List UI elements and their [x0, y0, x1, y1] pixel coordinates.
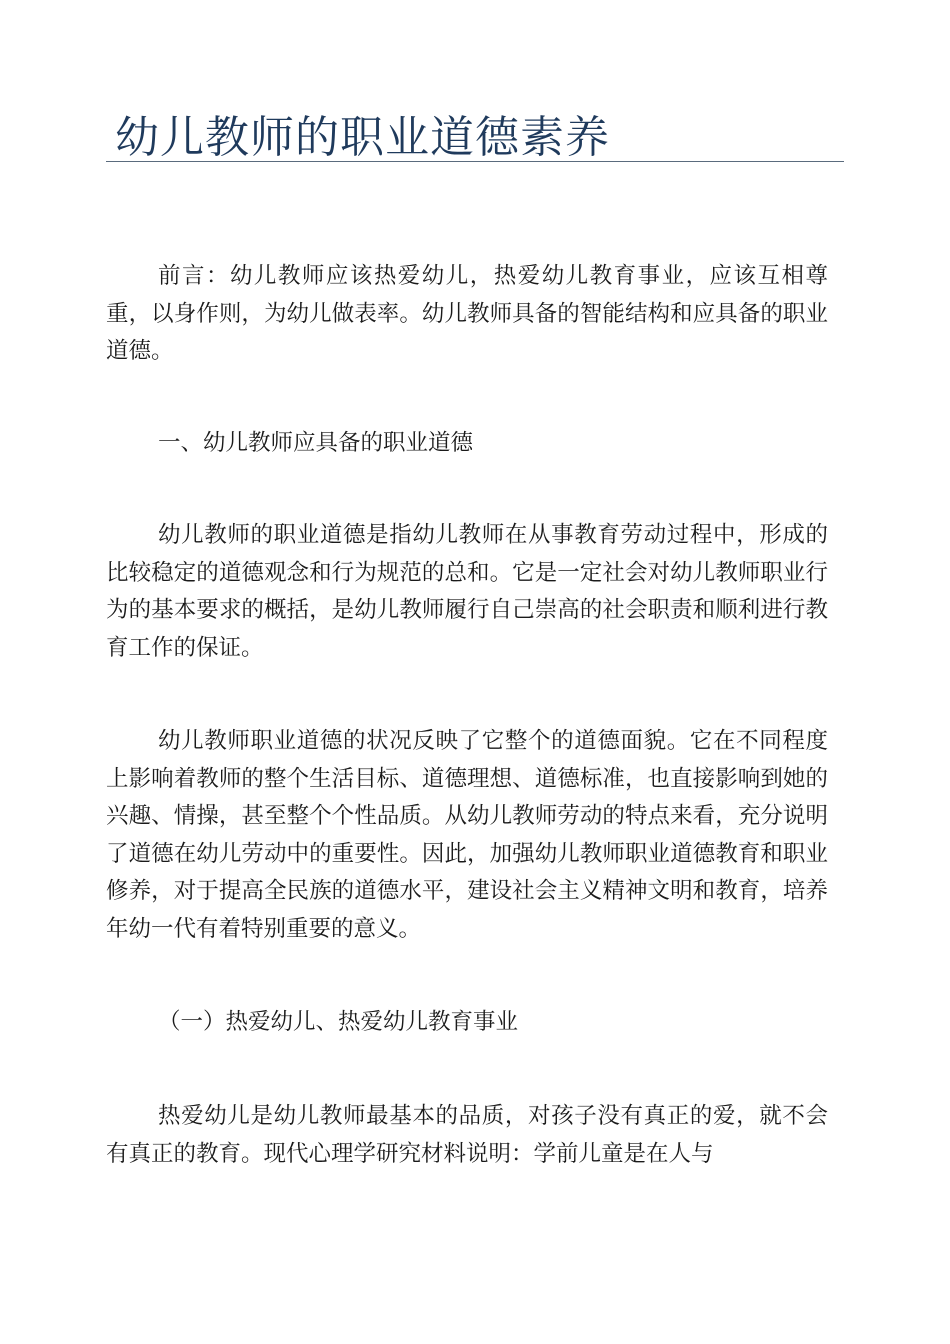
body-paragraph-3: 热爱幼儿是幼儿教师最基本的品质，对孩子没有真正的爱，就不会有真正的教育。现代心理学研究材料说明：学前儿童是在人与	[106, 1103, 828, 1167]
preface-paragraph: 前言：幼儿教师应该热爱幼儿，热爱幼儿教育事业，应该互相尊重，以身作则，为幼儿做表率。幼儿教师具备的智能结构和应具备的职业道德。	[106, 263, 828, 364]
title-underline	[106, 161, 844, 162]
subsection-heading-1: （一）热爱幼儿、热爱幼儿教育事业	[158, 1009, 519, 1035]
body-paragraph-2: 幼儿教师职业道德的状况反映了它整个的道德面貌。它在不同程度上影响着教师的整个生活目标、道德理想、道德标准，也直接影响到她的兴趣、情操，甚至整个个性品质。从幼儿教师劳动的特点来看，充分说明了道德在幼儿劳动中的重要性。因此，加强幼儿教师职业道德教育和职业修养，对于提高全民族的道德水平，建设社会主义精神文明和教育，培养年幼一代有着特别重要的意义。	[106, 728, 828, 942]
section-heading-1: 一、幼儿教师应具备的职业道德	[158, 430, 474, 456]
body-paragraph-1: 幼儿教师的职业道德是指幼儿教师在从事教育劳动过程中，形成的比较稳定的道德观念和行为规范的总和。它是一定社会对幼儿教师职业行为的基本要求的概括，是幼儿教师履行自己崇高的社会职责和顺利进行教育工作的保证。	[106, 522, 828, 661]
document-title: 幼儿教师的职业道德素养	[115, 112, 610, 163]
